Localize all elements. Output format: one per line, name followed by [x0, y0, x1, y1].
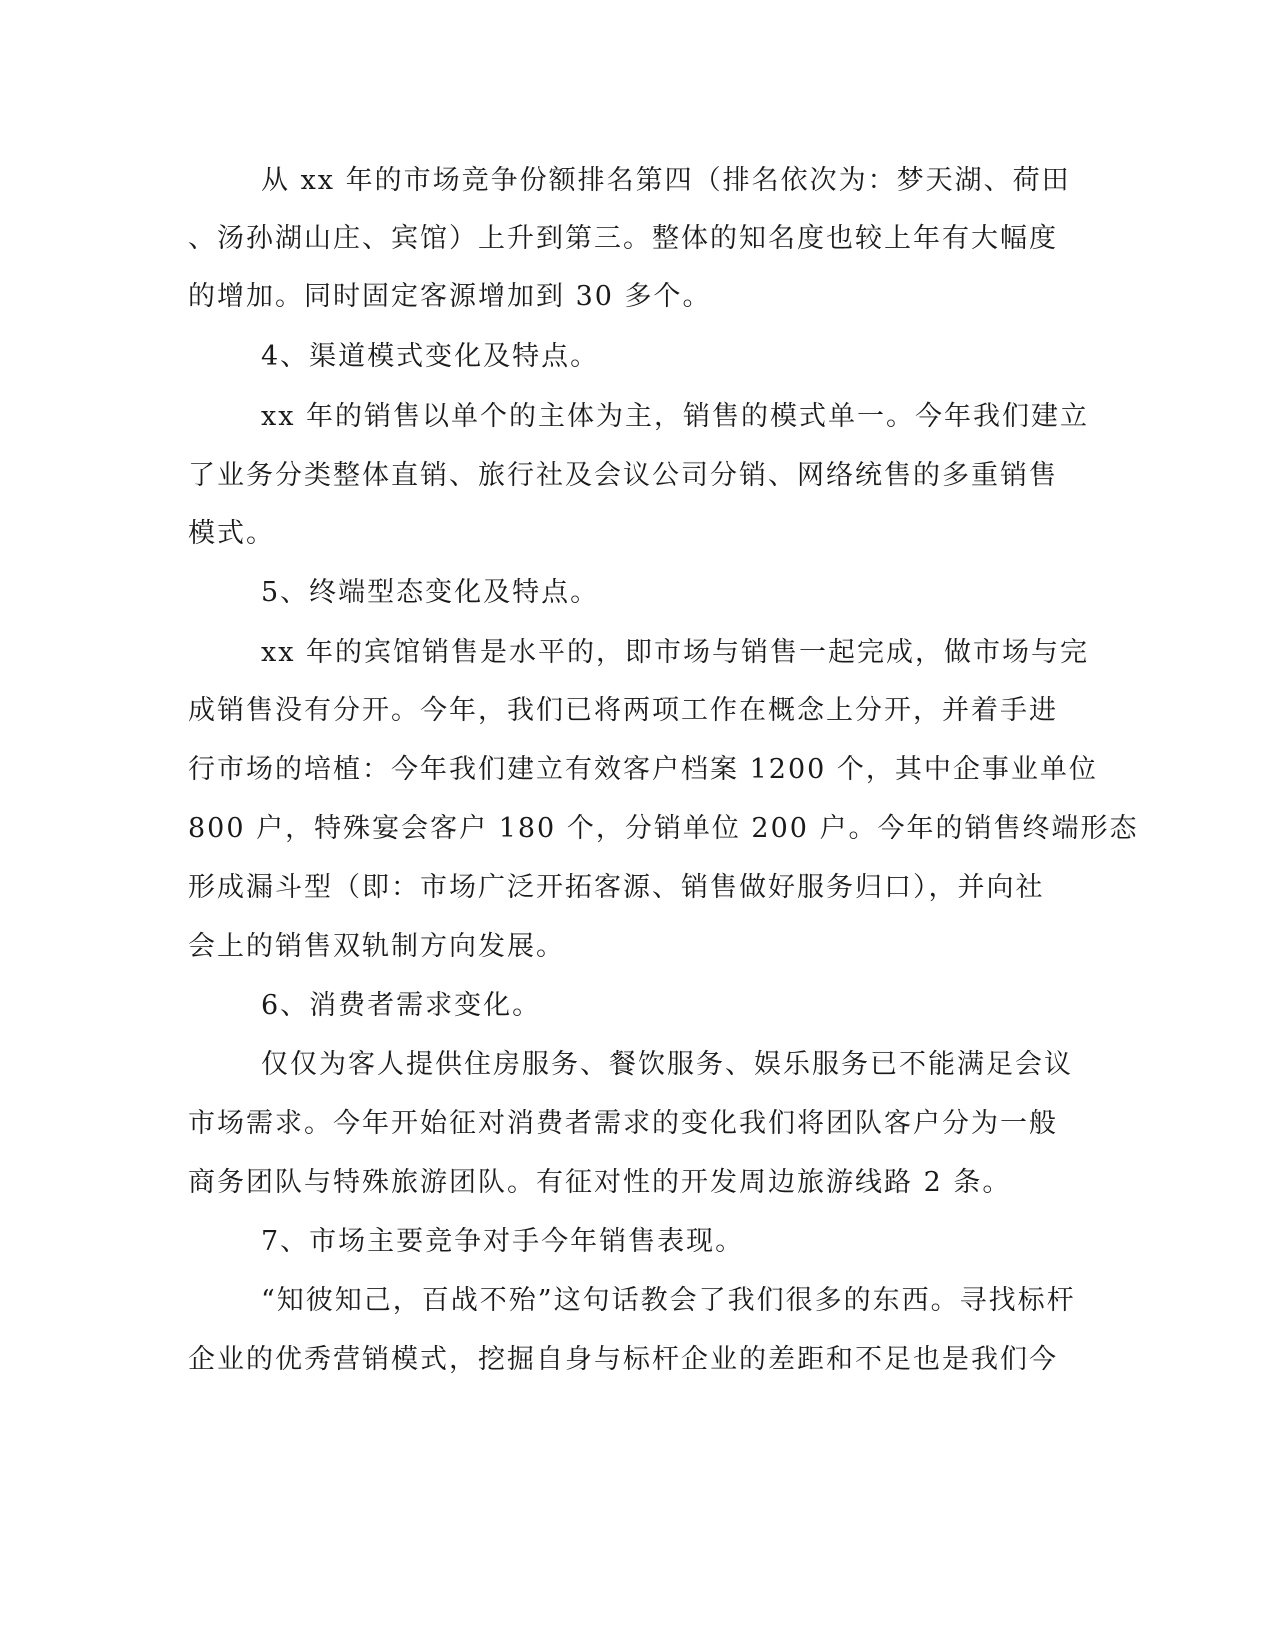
paragraph-line: 模式。: [188, 518, 275, 549]
paragraph-line: 市场需求。今年开始征对消费者需求的变化我们将团队客户分为一般: [188, 1108, 1058, 1139]
paragraph-line: 形成漏斗型（即：市场广泛开拓客源、销售做好服务归口），并向社: [188, 872, 1045, 903]
paragraph-line: 行市场的培植：今年我们建立有效客户档案 1200 个，其中企事业单位: [188, 754, 1098, 785]
paragraph-line: 的增加。同时固定客源增加到 30 多个。: [188, 281, 712, 312]
section-heading: 5、终端型态变化及特点。: [261, 577, 600, 608]
paragraph-line: 会上的销售双轨制方向发展。: [188, 931, 565, 962]
paragraph-line: 了业务分类整体直销、旅行社及会议公司分销、网络统售的多重销售: [188, 460, 1058, 491]
section-heading: 4、渠道模式变化及特点。: [261, 341, 600, 372]
section-heading: 6、消费者需求变化。: [261, 990, 542, 1021]
paragraph-line: “知彼知己，百战不殆”这句话教会了我们很多的东西。寻找标杆: [261, 1285, 1076, 1316]
paragraph-line: 企业的优秀营销模式，挖掘自身与标杆企业的差距和不足也是我们今: [188, 1344, 1058, 1375]
paragraph-line: 800 户，特殊宴会客户 180 个，分销单位 200 户。今年的销售终端形态: [188, 813, 1139, 844]
paragraph-line: xx 年的销售以单个的主体为主，销售的模式单一。今年我们建立: [261, 401, 1090, 432]
paragraph-line: xx 年的宾馆销售是水平的，即市场与销售一起完成，做市场与完: [261, 637, 1090, 668]
paragraph-line: 仅仅为客人提供住房服务、餐饮服务、娱乐服务已不能满足会议: [261, 1049, 1073, 1080]
paragraph-line: 商务团队与特殊旅游团队。有征对性的开发周边旅游线路 2 条。: [188, 1167, 1012, 1198]
paragraph-line: 从 xx 年的市场竞争份额排名第四（排名依次为：梦天湖、荷田: [261, 165, 1071, 196]
paragraph-line: 成销售没有分开。今年，我们已将两项工作在概念上分开，并着手进: [188, 695, 1058, 726]
paragraph-line: 、汤孙湖山庄、宾馆）上升到第三。整体的知名度也较上年有大幅度: [188, 223, 1058, 254]
section-heading: 7、市场主要竞争对手今年销售表现。: [261, 1226, 745, 1257]
